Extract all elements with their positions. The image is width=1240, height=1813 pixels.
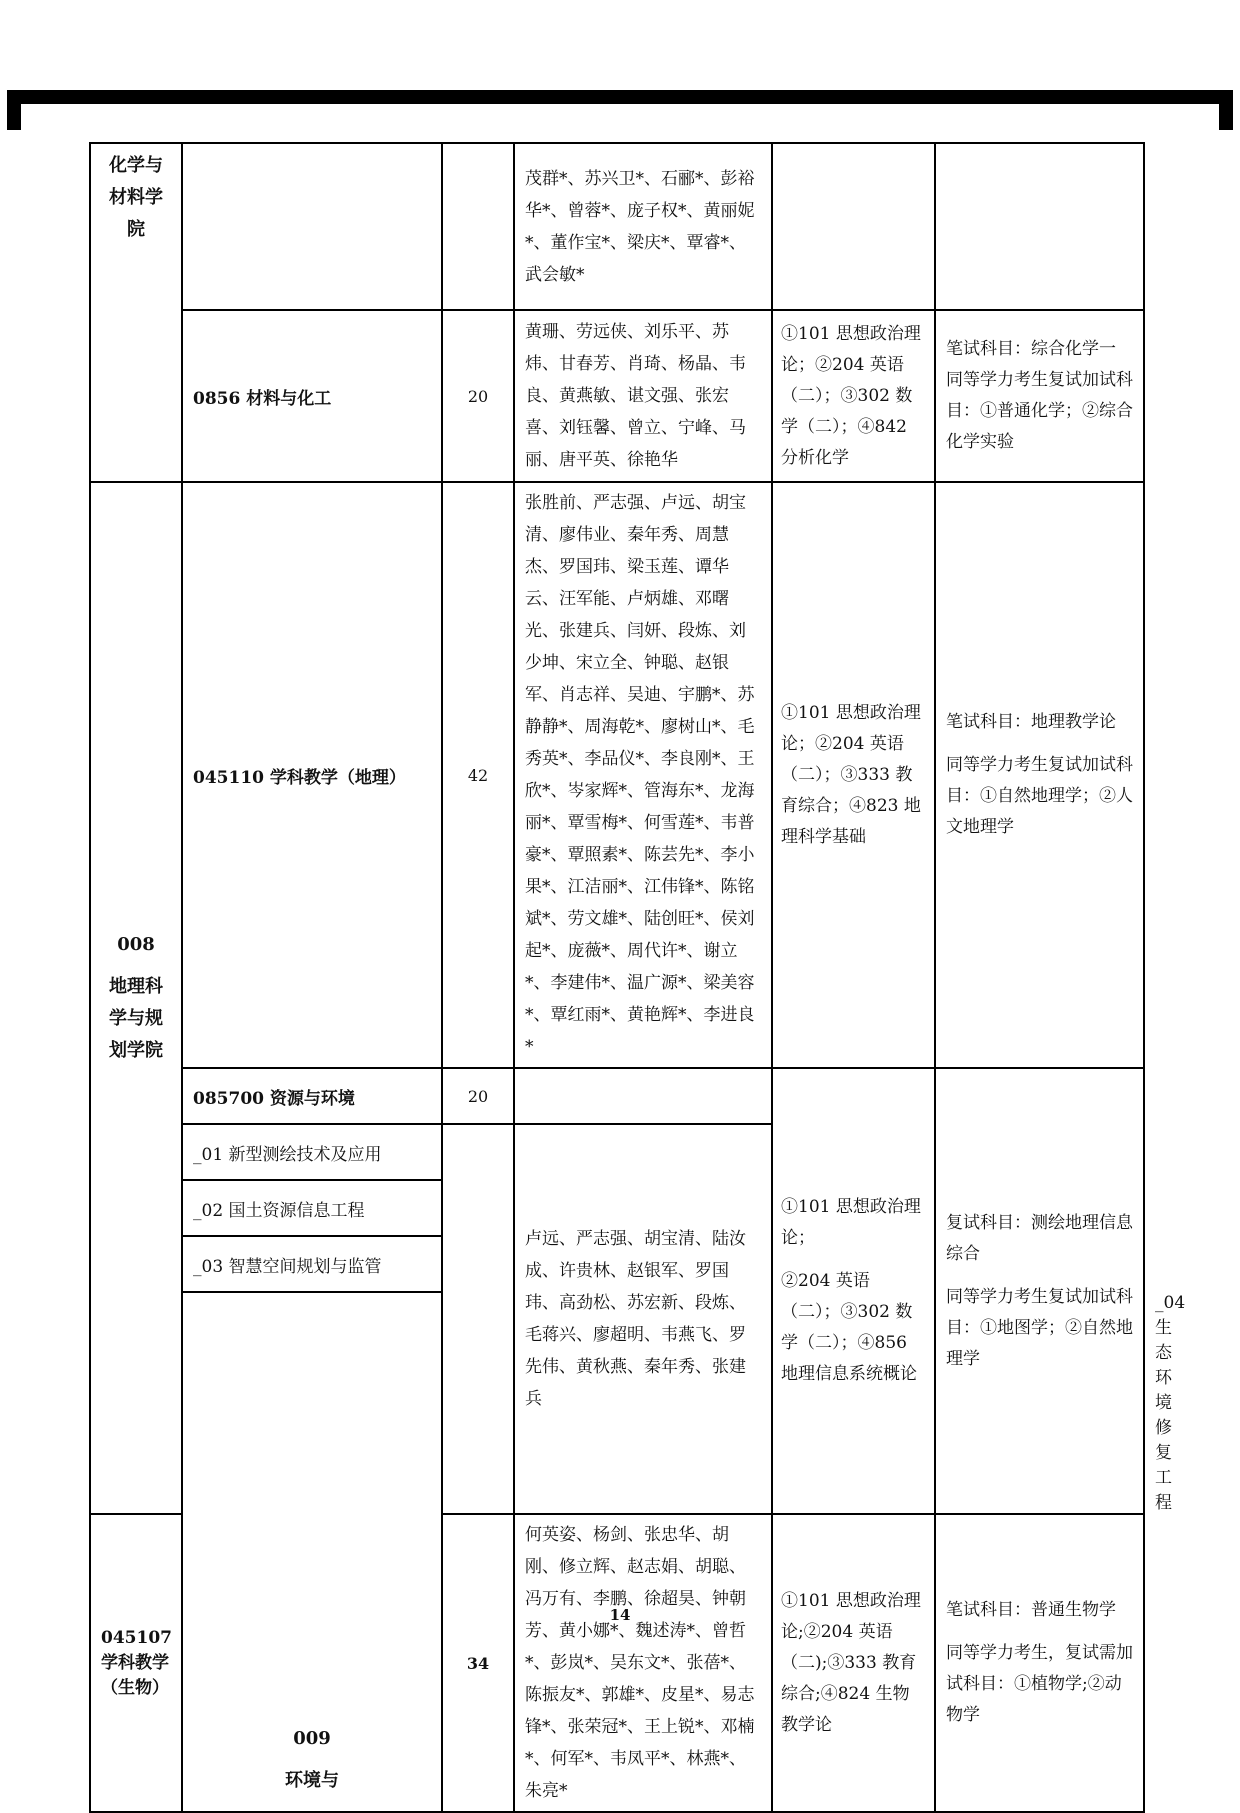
header-bar-right xyxy=(1219,90,1233,130)
exam-subjects: ②204 英语（二）；③302 数学（二）；④856 地理信息系统概论 xyxy=(781,1271,917,1384)
table-row: 009 环境与 _04 生态环境修复工程 xyxy=(90,1292,1144,1514)
quota-value: 42 xyxy=(442,482,514,1068)
retest-extra: 同等学力考生复试加试科目：①普通化学；②综合化学实验 xyxy=(946,370,1133,452)
quota-cell xyxy=(442,143,514,310)
header-bar xyxy=(7,90,1233,104)
exam-subjects: ①101 思想政治理论；②204 英语（二）；③333 教育综合；④823 地理科学基础 xyxy=(772,482,935,1068)
tutor-list: 卢远、严志强、胡宝清、陆汝成、许贵林、赵银军、罗国玮、高劲松、苏宏新、段炼、毛蒋兴、廖超明、韦燕飞、罗先伟、黄秋燕、秦年秀、张建兵 xyxy=(525,1229,746,1409)
retest-extra: 同等学力考生复试加试科目：①地图学；②自然地理学 xyxy=(946,1286,1133,1369)
major-name: 0856 材料与化工 xyxy=(182,310,442,482)
tutor-list: 张胜前、严志强、卢远、胡宝清、廖伟业、秦年秀、周慧杰、罗国玮、梁玉莲、谭华云、汪军能、卢炳雄、邓曙光、张建兵、闫妍、段炼、刘少坤、宋立全、钟聪、赵银军、肖志祥、吴迪、宇鹏*、苏静静*、周海乾*、廖树山*、毛秀英*、李品仪*、李良刚*、王欣*、岑家辉*、管海东*、龙海丽*、覃雪梅*、何雪莲*、韦普豪*、覃照素*、陈芸先*、李小果*、江洁丽*、江伟锋*、陈铭斌*、劳文雄*、陆创旺*、侯刘起*、庞薇*、周代许*、谢立*、李建伟*、温广源*、梁美容*、覃红雨*、黄艳辉*、李进良* xyxy=(525,493,755,1057)
research-direction: _03 智慧空间规划与监管 xyxy=(182,1236,442,1292)
college-name: 地理科学与规划学院 xyxy=(109,976,163,1061)
tutor-list: 茂群*、苏兴卫*、石郦*、彭裕华*、曾蓉*、庞子权*、黄丽妮*、董作宝*、梁庆*、覃睿*、武会敏* xyxy=(525,168,755,285)
major-name: 085700 资源与环境 xyxy=(182,1068,442,1124)
tutor-cell xyxy=(514,1124,772,1514)
retest-cell xyxy=(935,1514,1144,1812)
admissions-table xyxy=(89,142,1186,1813)
table-row xyxy=(90,310,1144,482)
research-direction: _02 国土资源信息工程 xyxy=(182,1180,442,1236)
exam-subjects: ①101 思想政治理论； xyxy=(781,1197,921,1248)
retest-written: 笔试科目：普通生物学 xyxy=(946,1600,1116,1620)
major-name: 045107 学科教学（生物） xyxy=(90,1514,182,1812)
retest-extra: 同等学力考生复试加试科目：①自然地理学；②人文地理学 xyxy=(946,755,1133,837)
quota-cell xyxy=(442,1124,514,1514)
exam-cell xyxy=(772,1068,935,1514)
tutor-cell xyxy=(514,482,772,1068)
retest-written: 笔试科目：综合化学一 xyxy=(946,339,1116,359)
table-row xyxy=(90,143,1144,310)
exam-cell xyxy=(772,143,935,310)
major-cell xyxy=(182,143,442,310)
retest-cell xyxy=(935,310,1144,482)
retest-cell xyxy=(935,143,1144,310)
research-direction: _01 新型测绘技术及应用 xyxy=(182,1124,442,1180)
quota-value: 20 xyxy=(442,310,514,482)
tutor-cell xyxy=(514,143,772,310)
college-cell xyxy=(90,482,182,1514)
tutor-cell xyxy=(514,1068,772,1124)
table-row xyxy=(90,1068,1144,1124)
retest-extra: 同等学力考生，复试需加试科目：①植物学;②动物学 xyxy=(946,1643,1133,1725)
retest-cell xyxy=(935,482,1144,1068)
retest-written: 复试科目：测绘地理信息综合 xyxy=(946,1212,1133,1264)
college-cell xyxy=(90,143,182,482)
college-code: 009 xyxy=(293,1728,331,1749)
exam-subjects: ①101 思想政治理论；②204 英语（二）；③302 数学（二）；④842 分析化学 xyxy=(772,310,935,482)
retest-written: 笔试科目：地理教学论 xyxy=(946,712,1116,732)
college-name: 化学与材料学院 xyxy=(109,155,163,240)
quota-value: 34 xyxy=(442,1514,514,1812)
exam-subjects: ①101 思想政治理论;②204 英语（二);③333 教育综合;④824 生物教学论 xyxy=(772,1514,935,1812)
major-name: 045110 学科教学（地理） xyxy=(182,482,442,1068)
tutor-cell xyxy=(514,1514,772,1812)
tutor-list: 黄珊、劳远侠、刘乐平、苏炜、甘春芳、肖琦、杨晶、韦良、黄燕敏、谌文强、张宏喜、刘钰馨、曾立、宁峰、马丽、唐平英、徐艳华 xyxy=(525,322,746,470)
page-number: 14 xyxy=(609,1606,631,1624)
table-row xyxy=(90,482,1144,1068)
college-cell xyxy=(182,1292,442,1812)
quota-value: 20 xyxy=(442,1068,514,1124)
tutor-cell xyxy=(514,310,772,482)
college-name: 环境与 xyxy=(285,1770,339,1791)
header-bar-left xyxy=(7,90,21,130)
tutor-list: 何英姿、杨剑、张忠华、胡刚、修立辉、赵志娟、胡聪、冯万有、李鹏、徐超昊、钟朝芳、黄小娜*、魏述涛*、曾哲*、彭岚*、吴东文*、张蓓*、陈振友*、郭雄*、皮星*、易志锋*、张荣冠*、王上锐*、邓楠*、何军*、韦凤平*、林燕*、朱亮* xyxy=(525,1525,755,1801)
retest-cell xyxy=(935,1068,1144,1514)
college-code: 008 xyxy=(117,934,155,955)
